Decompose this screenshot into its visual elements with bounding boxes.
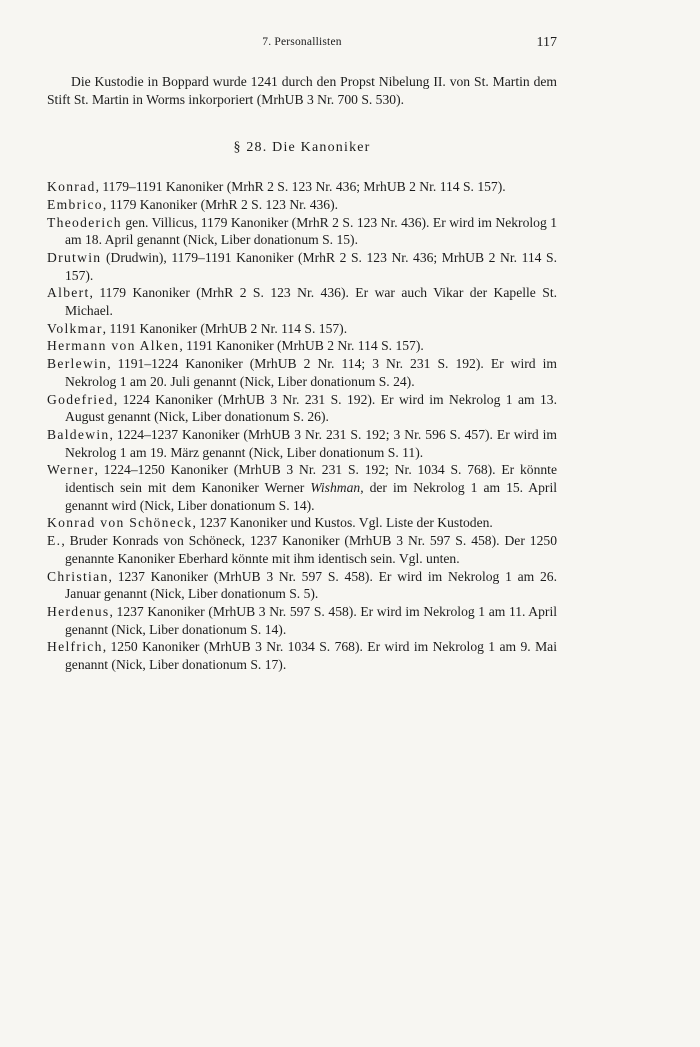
entry-text: , 1237 Kanoniker (MrhUB 3 Nr. 597 S. 458). Er wird im Nekrolog 1 am 11. April genannt (Nick, Liber donationum S. 14). — [65, 603, 557, 637]
entry-name: Volkmar — [47, 320, 103, 336]
entry-text: , 1179 Kanoniker (MrhR 2 S. 123 Nr. 436). — [102, 196, 339, 212]
entry-name: Embrico — [47, 196, 103, 212]
entry-herdenus — [47, 603, 557, 638]
entry-drutwin — [47, 249, 557, 284]
entry-e — [47, 532, 557, 567]
entry-embrico — [47, 196, 557, 214]
entry-text: , 1179–1191 Kanoniker (MrhR 2 S. 123 Nr. 436; MrhUB 2 Nr. 114 S. 157). — [95, 179, 506, 195]
entry-text: , 1250 Kanoniker (MrhUB 3 Nr. 1034 S. 768). Er wird im Nekrolog 1 am 9. Mai genannt (Nick, Liber donationum S. 17). — [65, 639, 557, 673]
intro-paragraph: Die Kustodie in Boppard wurde 1241 durch den Propst Nibelung II. von St. Martin dem Stift St. Martin in Worms inkorporiert (MrhUB 3 Nr. 700 S. 530). — [47, 74, 557, 107]
section-heading: § 28. Die Kanoniker — [233, 140, 371, 156]
entry-name: Berlewin — [47, 356, 108, 372]
entry-name: Helfrich — [47, 639, 103, 655]
entry-text: , Bruder Konrads von Schöneck, 1237 Kanoniker (MrhUB 3 Nr. 597 S. 458). Der 1250 genannte Kanoniker Eberhard könnte mit ihm identisch sein. Vgl. unten. — [61, 533, 557, 566]
entry-name: Albert — [47, 285, 90, 301]
entry-text: gen. Villicus, 1179 Kanoniker (MrhR 2 S. 123 Nr. 436). Er wird im Nekrolog 1 am 18. April genannt (Nick, Liber donationum S. 15). — [65, 214, 557, 248]
page-number: 117 — [536, 35, 557, 50]
entry-text: , 1191 Kanoniker (MrhUB 2 Nr. 114 S. 157). — [179, 338, 424, 354]
running-head: 7. Personallisten — [262, 36, 342, 48]
entry-text: , 1237 Kanoniker (MrhUB 3 Nr. 597 S. 458). Er wird im Nekrolog 1 am 26. Januar genannt (Nick, Liber donationum S. 5). — [65, 568, 557, 602]
entry-volkmar — [47, 320, 557, 338]
entry-godefried — [47, 391, 557, 426]
entry-text-continued: , der im Nekrolog 1 am 15. April genannt wird (Nick, Liber donationum S. 14). — [65, 480, 558, 513]
page-header — [47, 36, 557, 56]
entry-konrad-von-schoeneck — [47, 514, 557, 532]
entry-name: Theoderich — [47, 214, 122, 230]
entry-text: , 1224 Kanoniker (MrhUB 3 Nr. 231 S. 192). Er wird im Nekrolog 1 am 13. August genannt (Nick, Liber donationum S. 26). — [65, 391, 557, 425]
entry-albert — [47, 284, 557, 319]
entry-text: , 1224–1237 Kanoniker (MrhUB 3 Nr. 231 S. 192; 3 Nr. 596 S. 457). Er wird im Nekrolog 1 am 19. März genannt (Nick, Liber donationum S. 11). — [65, 426, 557, 460]
entry-konrad — [47, 178, 557, 196]
entry-christian — [47, 568, 557, 603]
entry-text: , 1179 Kanoniker (MrhR 2 S. 123 Nr. 436). Er war auch Vikar der Kapelle St. Michael. — [65, 285, 557, 319]
entry-name: Drutwin — [47, 249, 102, 265]
entry-werner — [47, 461, 557, 514]
page-body — [47, 73, 557, 674]
entry-berlewin — [47, 355, 557, 390]
entry-name: Hermann von Alken — [47, 338, 180, 354]
entry-hermann-von-alken — [47, 337, 557, 355]
entry-theoderich — [47, 214, 557, 249]
entry-name: Herdenus — [47, 603, 110, 619]
entry-text: , 1224–1250 Kanoniker (MrhUB 3 Nr. 231 S. 192; Nr. 1034 S. 768). Er könnte identisch sein mit dem Kanoniker Werner — [65, 462, 557, 496]
entry-name: Godefried — [47, 391, 114, 407]
entry-italic-name: Wishman — [310, 480, 361, 496]
entry-text: , 1191 Kanoniker (MrhUB 2 Nr. 114 S. 157). — [102, 320, 348, 336]
entry-name: Christian — [47, 568, 109, 584]
entry-helfrich — [47, 638, 557, 673]
entry-text: , 1191–1224 Kanoniker (MrhUB 2 Nr. 114; 3 Nr. 231 S. 192). Er wird im Nekrolog 1 am 20. Juli genannt (Nick, Liber donationum S. 24). — [65, 356, 557, 389]
entry-name: Konrad von Schöneck — [47, 515, 193, 531]
entry-text: , 1237 Kanoniker und Kustos. Vgl. Liste der Kustoden. — [192, 515, 493, 531]
entry-name: Baldewin — [47, 426, 110, 442]
entry-baldewin — [47, 426, 557, 461]
entry-name: E. — [47, 533, 62, 549]
entry-name: Konrad — [47, 179, 96, 195]
entry-text: (Drudwin), 1179–1191 Kanoniker (MrhR 2 S. 123 Nr. 436; MrhUB 2 Nr. 114 S. 157). — [65, 249, 557, 283]
entry-name: Werner — [47, 462, 95, 478]
